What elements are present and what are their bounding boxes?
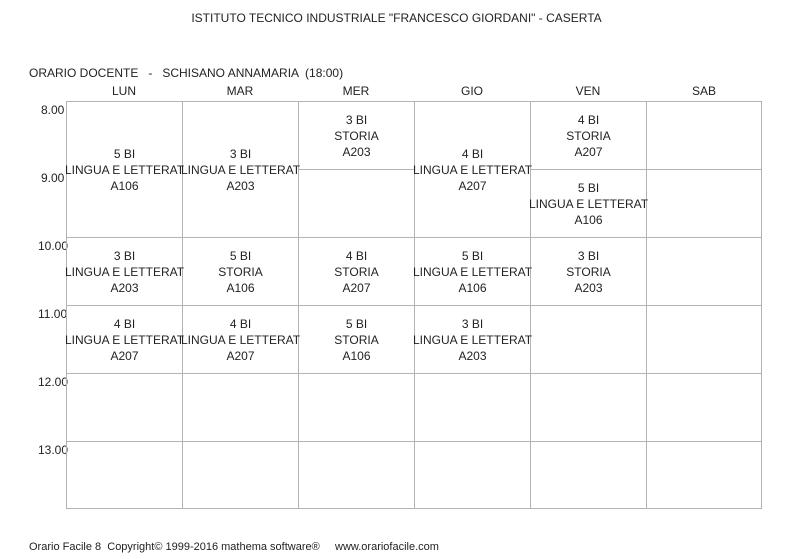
lesson-room: A207 (110, 348, 139, 363)
lesson-subject: LINGUA E LETTERAT (64, 264, 185, 279)
lesson-cell[interactable] (412, 102, 533, 237)
lesson-room: A203 (574, 280, 603, 295)
lesson-class: 4 BI (577, 112, 600, 127)
time-label: 8.00 (41, 103, 65, 117)
lesson-cell[interactable] (299, 238, 414, 305)
lesson-room: A106 (574, 212, 603, 227)
lesson-class: 4 BI (229, 316, 252, 331)
lesson-subject: LINGUA E LETTERAT (412, 162, 533, 177)
time-label: 9.00 (41, 171, 65, 185)
teacher-info: ORARIO DOCENTE - SCHISANO ANNAMARIA (18:00) (29, 66, 344, 80)
lesson-class: 5 BI (461, 248, 484, 263)
time-label: 13.00 (38, 443, 69, 457)
lesson-subject: STORIA (334, 332, 379, 347)
lesson-room: A106 (226, 280, 255, 295)
lesson-cell[interactable] (299, 306, 414, 373)
lesson-class: 3 BI (229, 146, 252, 161)
lesson-subject: STORIA (334, 128, 379, 143)
day-header-wed: MER (342, 84, 370, 98)
day-header-tue: MAR (226, 84, 254, 98)
grid-line (67, 441, 761, 442)
lesson-cell[interactable] (412, 238, 533, 305)
lesson-class: 4 BI (113, 316, 136, 331)
timetable-grid (66, 101, 762, 509)
school-title: ISTITUTO TECNICO INDUSTRIALE "FRANCESCO GIORDANI" - CASERTA (191, 11, 602, 25)
lesson-room: A203 (110, 280, 139, 295)
time-label: 11.00 (38, 307, 68, 321)
lesson-subject: STORIA (218, 264, 263, 279)
lesson-cell[interactable] (64, 306, 185, 373)
day-header-fri: VEN (575, 84, 601, 98)
lesson-class: 5 BI (113, 146, 136, 161)
lesson-cell[interactable] (531, 238, 646, 305)
lesson-room: A106 (110, 178, 139, 193)
lesson-room: A207 (226, 348, 255, 363)
lesson-subject: LINGUA E LETTERAT (412, 332, 533, 347)
lesson-cell[interactable] (64, 238, 185, 305)
lesson-room: A106 (342, 348, 371, 363)
lesson-class: 3 BI (461, 316, 484, 331)
lesson-cell[interactable] (180, 102, 301, 237)
lesson-cell[interactable] (412, 306, 533, 373)
lesson-subject: STORIA (566, 264, 611, 279)
day-header-thu: GIO (460, 84, 483, 98)
lesson-cell[interactable] (183, 238, 298, 305)
lesson-room: A207 (574, 144, 603, 159)
lesson-room: A203 (458, 348, 487, 363)
lesson-subject: LINGUA E LETTERAT (412, 264, 533, 279)
lesson-class: 4 BI (345, 248, 368, 263)
grid-line (67, 373, 761, 374)
lesson-subject: LINGUA E LETTERAT (64, 162, 185, 177)
lesson-class: 3 BI (113, 248, 136, 263)
lesson-subject: LINGUA E LETTERAT (180, 332, 301, 347)
lesson-cell[interactable] (299, 102, 414, 169)
grid-line (298, 169, 414, 170)
time-label: 12.00 (38, 375, 69, 389)
lesson-class: 5 BI (345, 316, 368, 331)
lesson-class: 3 BI (577, 248, 600, 263)
lesson-room: A203 (342, 144, 371, 159)
lesson-subject: LINGUA E LETTERAT (528, 196, 649, 211)
day-header-sat: SAB (691, 84, 716, 98)
lesson-room: A207 (342, 280, 371, 295)
lesson-subject: LINGUA E LETTERAT (64, 332, 185, 347)
lesson-class: 5 BI (229, 248, 252, 263)
time-label: 10.00 (38, 239, 69, 253)
lesson-subject: STORIA (566, 128, 611, 143)
lesson-cell[interactable] (528, 170, 649, 237)
lesson-cell[interactable] (531, 102, 646, 169)
footer-copyright: Orario Facile 8 Copyright© 1999-2016 mathema software® www.orariofacile.com (29, 541, 439, 553)
lesson-room: A207 (458, 178, 487, 193)
lesson-room: A203 (226, 178, 255, 193)
lesson-cell[interactable] (180, 306, 301, 373)
lesson-class: 5 BI (577, 180, 600, 195)
lesson-room: A106 (458, 280, 487, 295)
lesson-cell[interactable] (64, 102, 185, 237)
lesson-class: 3 BI (345, 112, 368, 127)
day-header-mon: LUN (111, 84, 136, 98)
lesson-subject: LINGUA E LETTERAT (180, 162, 301, 177)
lesson-class: 4 BI (461, 146, 484, 161)
lesson-subject: STORIA (334, 264, 379, 279)
